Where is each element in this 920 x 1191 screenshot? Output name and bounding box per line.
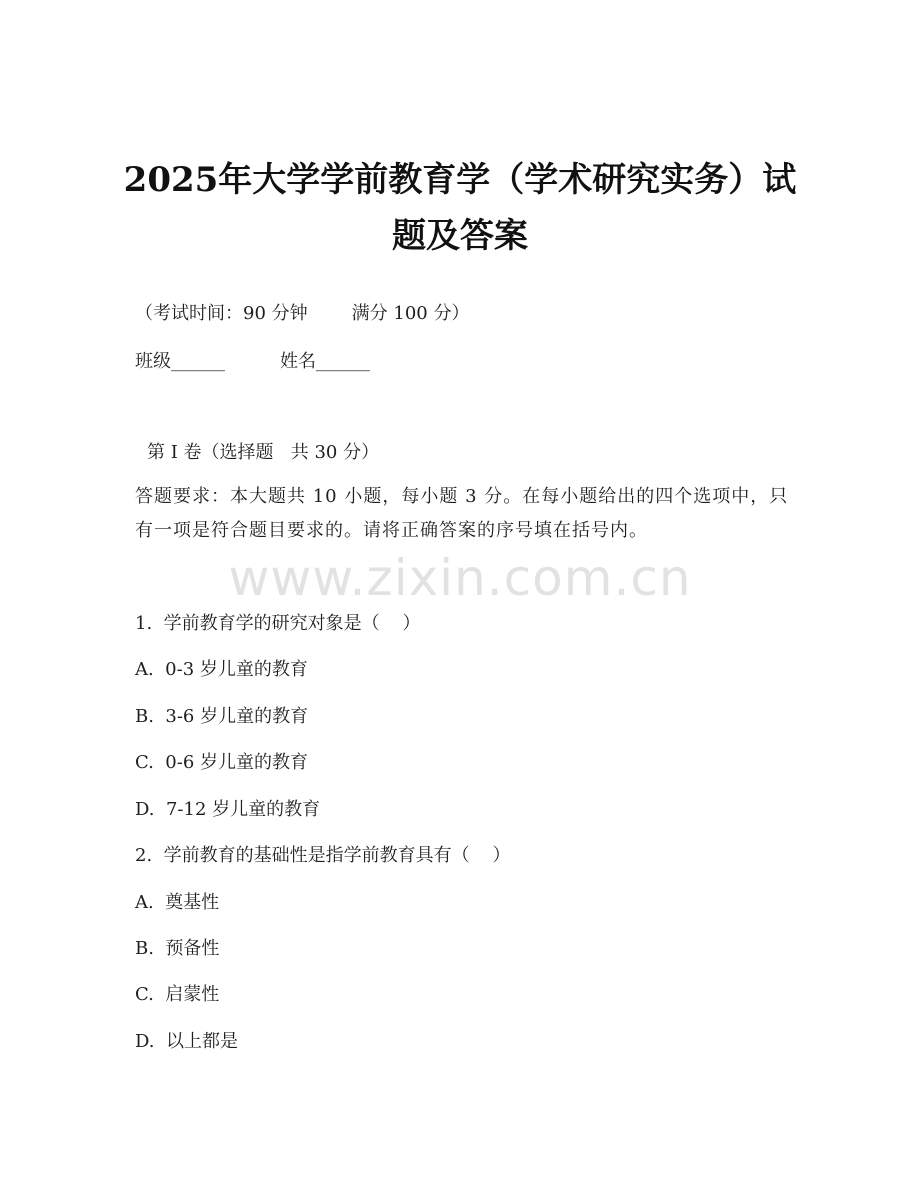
name-field: 姓名______ xyxy=(280,351,370,372)
watermark: www.zixin.com.cn xyxy=(228,549,692,607)
question-2-option-b: B. 预备性 xyxy=(135,938,220,959)
question-1-stem: 1. 学前教育学的研究对象是（ ） xyxy=(135,613,421,634)
question-1-option-b: B. 3-6 岁儿童的教育 xyxy=(135,706,309,727)
document-title xyxy=(110,152,810,264)
section-instructions: 答题要求：本大题共 10 小题，每小题 3 分。在每小题给出的四个选项中，只有一项是符合题目要求的。请将正确答案的序号填在括号内。 xyxy=(135,486,789,541)
question-1-option-a: A. 0-3 岁儿童的教育 xyxy=(135,659,308,680)
section-heading: 第 I 卷（选择题 共 30 分） xyxy=(147,442,380,463)
question-1-option-c: C. 0-6 岁儿童的教育 xyxy=(135,752,309,773)
question-2-option-a: A. 奠基性 xyxy=(135,892,220,913)
exam-info xyxy=(135,302,469,326)
title-line-2: 题及答案 xyxy=(392,216,528,256)
class-field: 班级______ xyxy=(135,351,225,372)
question-2-option-c: C. 启蒙性 xyxy=(135,984,220,1005)
question-2-option-d: D. 以上都是 xyxy=(135,1031,238,1052)
question-2-stem: 2. 学前教育的基础性是指学前教育具有（ ） xyxy=(135,845,511,866)
exam-time: （考试时间：90 分钟 xyxy=(135,303,308,324)
student-info xyxy=(135,350,370,374)
title-line-1: 2025年大学学前教育学（学术研究实务）试 xyxy=(123,160,797,200)
question-1-option-d: D. 7-12 岁儿童的教育 xyxy=(135,799,321,820)
exam-full-score: 满分 100 分） xyxy=(351,303,470,324)
